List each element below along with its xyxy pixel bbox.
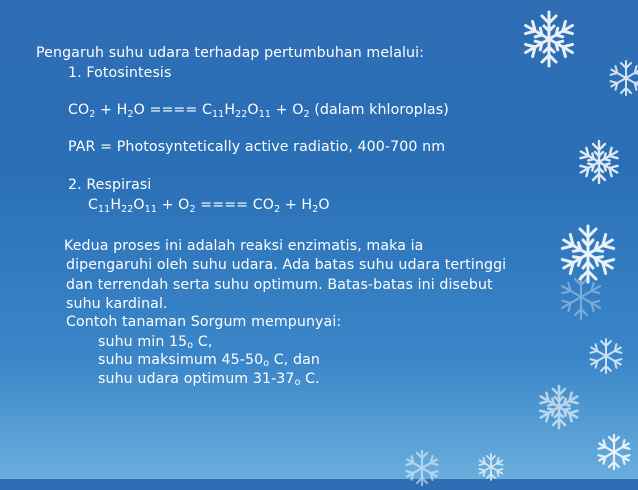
temperature-optimum: suhu udara optimum 31-37$^o$ C. [98,371,320,388]
snowflake-icon [530,378,588,436]
snowflake-icon [586,336,626,376]
paragraph-line: dan terrendah serta suhu optimum. Batas-batas ini disebut [66,277,493,293]
snowflake-icon [518,8,580,70]
item1-heading: 1. Fotosintesis [68,65,172,81]
snowflake-icon [476,452,506,482]
snowflake-icon [606,58,638,98]
temperature-max: suhu maksimum 45-50$^o$ C, dan [98,352,320,369]
reaction-photosynthesis: $CO_2 + H_2O$ ==== $C_{11}H_{22}O_{11} + O_2$ (dalam khloroplas) [68,102,449,120]
intro-text: Pengaruh suhu udara terhadap pertumbuhan melalui: [36,45,425,61]
reaction-respiration: $C_{11}H_{22}O_{11} + O_2$ ==== $CO_2 + H_2O$ [88,197,330,215]
snowflake-icon [400,446,444,490]
paragraph-line: suhu kardinal. [66,296,168,312]
snowflake-icon [575,138,623,186]
paragraph-line: Contoh tanaman Sorgum mempunyai: [66,314,342,330]
paragraph-line: dipengaruhi oleh suhu udara. Ada batas suhu udara tertinggi [66,257,507,273]
snowflake-icon [592,430,636,474]
paragraph-line: Kedua proses ini adalah reaksi enzimatis, maka ia [64,238,424,254]
par-line: PAR = Photosyntetically active radiatio, 400-700 nm [68,139,446,155]
snowflake-icon [556,272,606,322]
item2-heading: 2. Respirasi [68,177,152,193]
temperature-min: suhu min 15$^o$ C, [98,334,213,351]
